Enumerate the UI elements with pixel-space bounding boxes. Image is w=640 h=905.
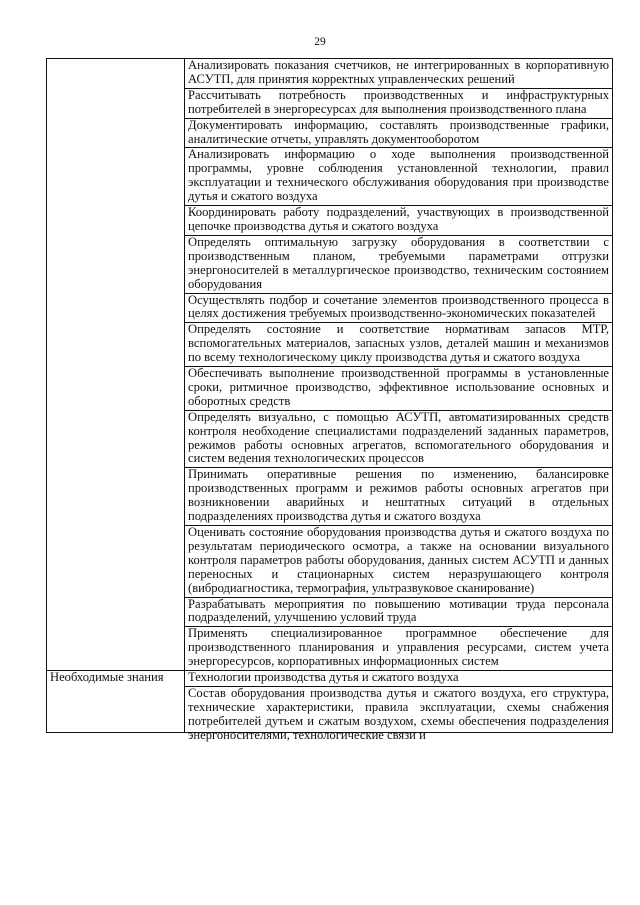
skill-item: Оценивать состояние оборудования производства дутья и сжатого воздуха по результатам периодического осмотра, а также на основании визуального контроля параметров работы оборудования, данных систем АСУТП и данных переносных и стационарных систем неразрушающего контроля (вибродиагностика, термография, ультразвуковое сканирование) (185, 526, 613, 598)
skill-item: Документировать информацию, составлять производственные графики, аналитические отчеты, управлять документооборотом (185, 118, 613, 148)
table-row (47, 671, 613, 687)
skill-item: Определять визуально, с помощью АСУТП, автоматизированных средств контроля необходение специалистами подразделений заданных параметров, режимов работы основных агрегатов, вспомогательного оборудования и систем ведения технологических процессов (185, 410, 613, 468)
skills-label-cell (47, 59, 185, 671)
knowledge-label: Необходимые знания (47, 671, 185, 733)
knowledge-item-cell (185, 685, 613, 742)
page-number: 29 (314, 36, 326, 48)
skill-item: Анализировать показания счетчиков, не интегрированных в корпоративную АСУТП, для принятия корректных управленческих решений (185, 59, 613, 89)
skill-item: Рассчитывать потребность производственных и инфраструктурных потребителей в энергоресурсах для выполнения производственного плана (185, 88, 613, 118)
skill-item: Анализировать информацию о ходе выполнения производственной программы, уровне соблюдения установленной технологии, правил эксплуатации и технического обслуживания оборудования при производстве дутья и сжатого воздуха (185, 148, 613, 206)
skill-item: Координировать работу подразделений, участвующих в производственной цепочке производства дутья и сжатого воздуха (185, 206, 613, 236)
skill-item: Разрабатывать мероприятия по повышению мотивации труда персонала подразделений, улучшению условий труда (185, 597, 613, 627)
skill-item: Определять оптимальную загрузку оборудования в соответствии с производственным планом, требуемыми параметрами отгрузки энергоносителей в металлургическое производство, техническим состоянием оборудования (185, 235, 613, 293)
skill-item: Осуществлять подбор и сочетание элементов производственного процесса в целях достижения требуемых производственно-экономических показателей (185, 293, 613, 323)
table-row (47, 59, 613, 89)
skill-item: Применять специализированное программное обеспечение для производственного планирования и управления ресурсами, систем учета энергоресурсов, корпоративных информационных систем (185, 627, 613, 671)
skill-item: Принимать оперативные решения по изменению, балансировке производственных программ и режимов работы основных агрегатов при возникновении аварийных и нештатных ситуаций в отдельных подразделениях производства дутья и сжатого воздуха (185, 468, 613, 526)
knowledge-item: Состав оборудования производства дутья и сжатого воздуха, его структура, технические характеристики, правила эксплуатации, схемы снабжения потребителей дутьем и сжатым воздухом, схемы обеспечения подразделения энергоносителями, технологические связи и (188, 685, 609, 742)
skill-item: Определять состояние и соответствие нормативам запасов МТР, вспомогательных материалов, запасных узлов, деталей машин и механизмов по всему технологическому циклу производства дутья и сжатого воздуха (185, 323, 613, 367)
knowledge-item: Технологии производства дутья и сжатого воздуха (185, 671, 613, 687)
competency-table (46, 58, 613, 742)
skill-item: Обеспечивать выполнение производственной программы в установленные сроки, ритмичное производство, эффективное использование основных и оборотных средств (185, 367, 613, 411)
